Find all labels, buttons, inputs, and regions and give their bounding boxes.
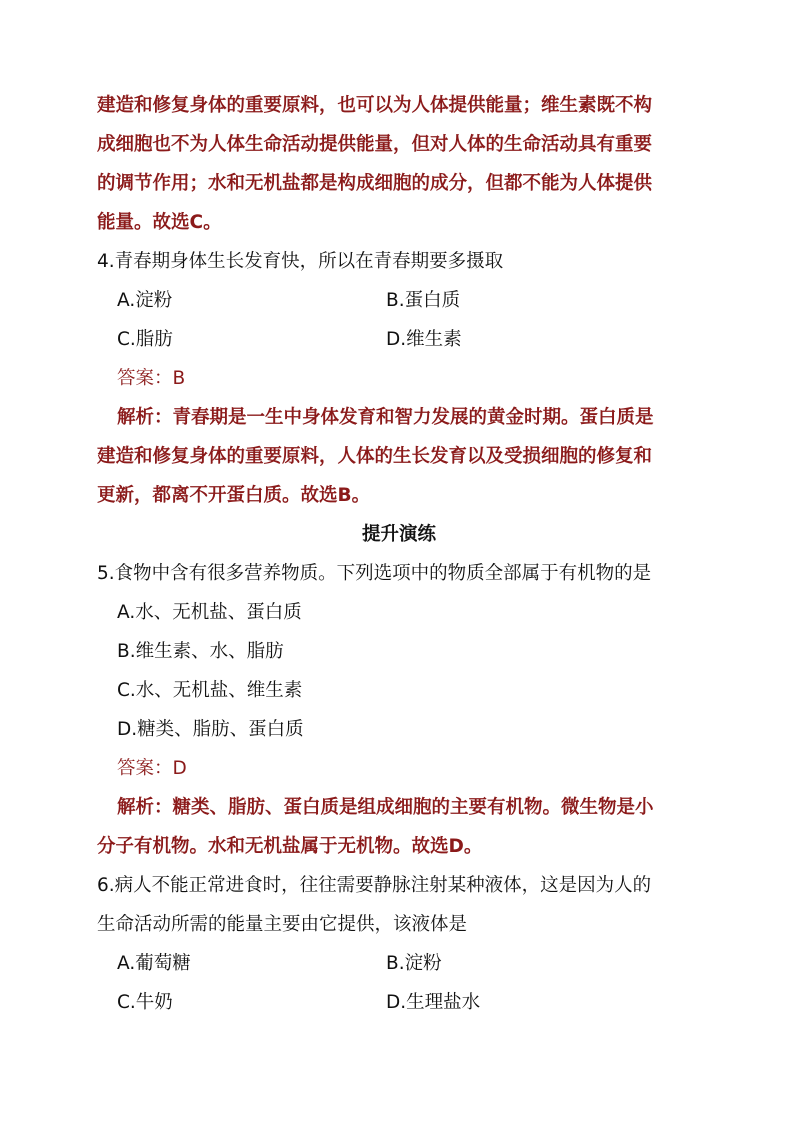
section-heading: 提升演练 <box>361 524 436 545</box>
question-4 <box>97 242 701 515</box>
explanation-line: 成细胞也不为人体生命活动提供能量，但对人体的生命活动具有重要 <box>97 134 653 155</box>
answer-line: 答案：D <box>117 758 187 779</box>
option-b: B.淀粉 <box>386 953 442 974</box>
question-stem: 6.病人不能正常进食时，往往需要静脉注射某种液体，这是因为人的 <box>97 875 652 896</box>
option-a: A.水、无机盐、蛋白质 <box>117 602 302 623</box>
option-d: D.生理盐水 <box>386 992 481 1013</box>
option-c: C.脂肪 <box>117 329 173 350</box>
option-a: A.淀粉 <box>117 290 173 311</box>
option-row <box>97 983 701 1022</box>
question-6 <box>97 866 701 1022</box>
option-a: A.葡萄糖 <box>117 953 191 974</box>
question-stem: 4.青春期身体生长发育快，所以在青春期要多摄取 <box>97 251 504 272</box>
explanation-line: 的调节作用；水和无机盐都是构成细胞的成分，但都不能为人体提供 <box>97 173 653 194</box>
explanation-line: 更新，都离不开蛋白质。故选B。 <box>97 485 371 506</box>
question-stem: 5.食物中含有很多营养物质。下列选项中的物质全部属于有机物的是 <box>97 563 652 584</box>
option-c: C.水、无机盐、维生素 <box>117 680 303 701</box>
option-d: D.糖类、脂肪、蛋白质 <box>117 719 304 740</box>
question-stem: 生命活动所需的能量主要由它提供，该液体是 <box>97 914 468 935</box>
option-row <box>97 320 701 359</box>
explanation-line: 能量。故选C。 <box>97 212 222 233</box>
option-b: B.蛋白质 <box>386 290 461 311</box>
answer-line: 答案：B <box>117 368 186 389</box>
explanation-line: 建造和修复身体的重要原料，也可以为人体提供能量；维生素既不构 <box>97 95 653 116</box>
option-row <box>97 944 701 983</box>
explanation-line: 解析：糖类、脂肪、蛋白质是组成细胞的主要有机物。微生物是小 <box>117 797 654 818</box>
explanation-line: 建造和修复身体的重要原料，人体的生长发育以及受损细胞的修复和 <box>97 446 653 467</box>
option-row <box>97 281 701 320</box>
prev-explanation <box>97 86 701 242</box>
explanation-line: 分子有机物。水和无机盐属于无机物。故选D。 <box>97 836 483 857</box>
option-c: C.牛奶 <box>117 992 173 1013</box>
question-5 <box>97 554 701 866</box>
explanation-line: 解析：青春期是一生中身体发育和智力发展的黄金时期。蛋白质是 <box>117 407 654 428</box>
option-d: D.维生素 <box>386 329 462 350</box>
option-b: B.维生素、水、脂肪 <box>117 641 284 662</box>
